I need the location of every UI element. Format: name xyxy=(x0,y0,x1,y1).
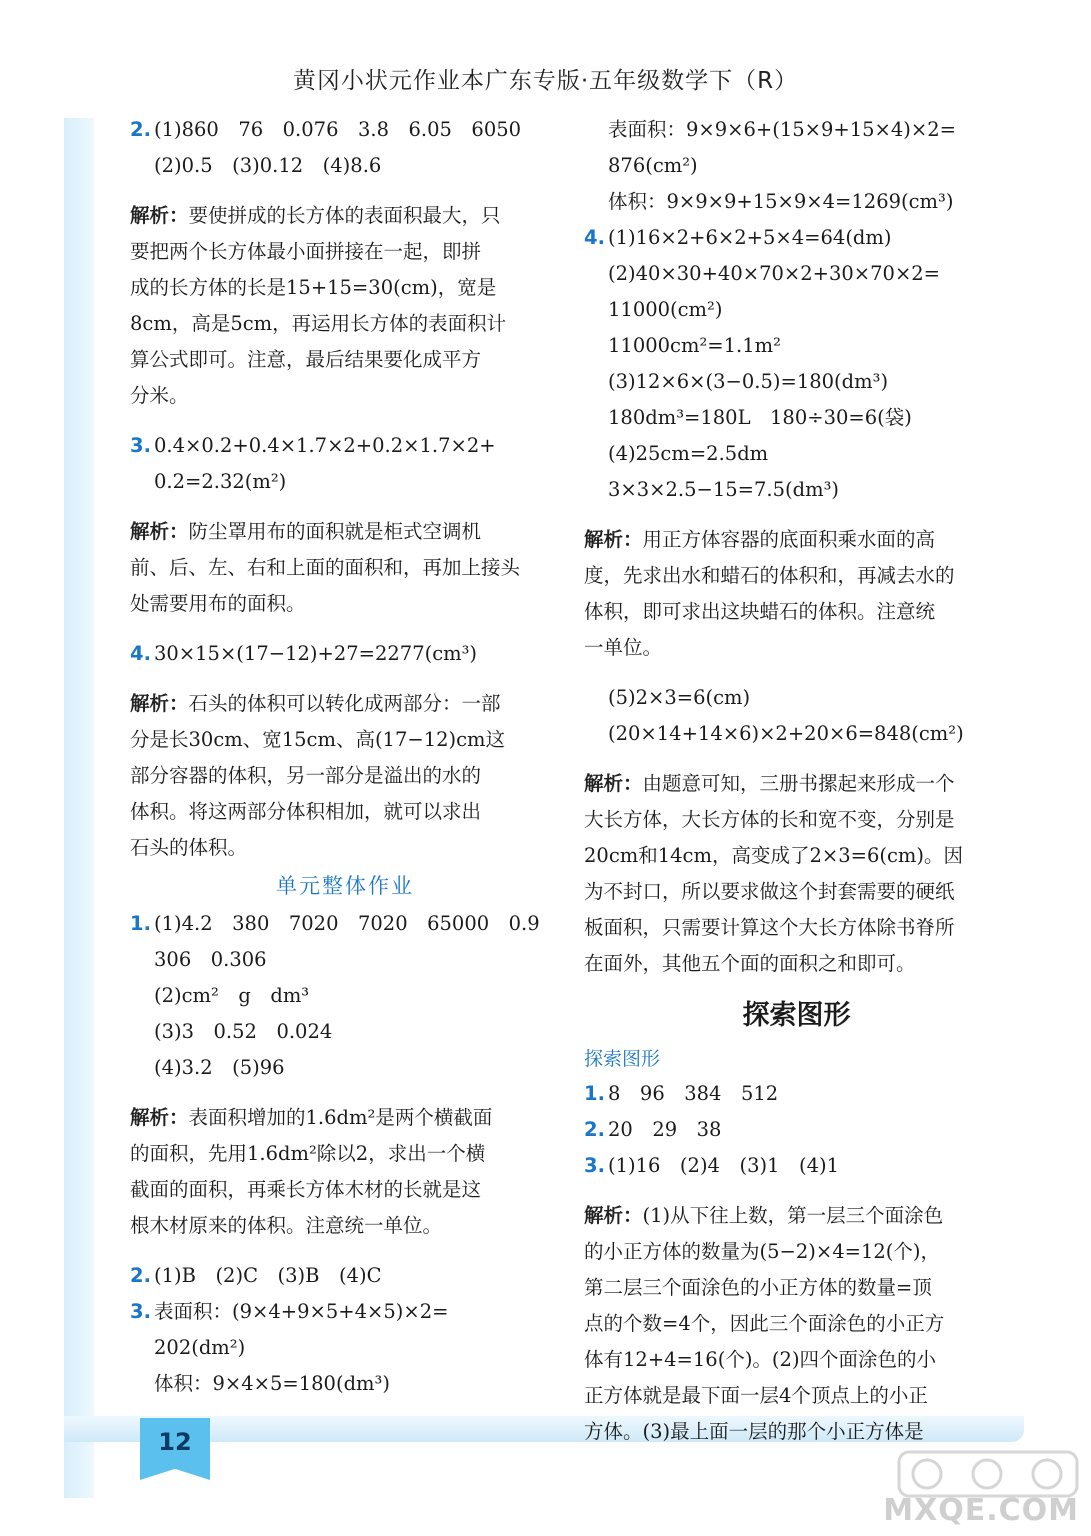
question-number: 2. xyxy=(584,1118,605,1141)
question-number: 2. xyxy=(130,1264,151,1287)
line-text: 石头的体积。 xyxy=(130,836,248,859)
line-text: (1)16 (2)4 (3)1 (4)1 xyxy=(608,1154,840,1177)
analysis-line xyxy=(130,514,560,550)
answer-line xyxy=(584,1414,1009,1450)
line-text: (2)40×30+40×70×2+30×70×2= xyxy=(608,262,941,285)
line-text: 截面的面积，再乘长方体木材的长就是这 xyxy=(130,1178,482,1201)
line-text: 表面积：9×9×6+(15×9+15×4)×2= xyxy=(608,118,956,141)
line-text: (5)2×3=6(cm) xyxy=(608,686,751,709)
question-number: 2. xyxy=(130,118,151,141)
left-column xyxy=(130,112,560,1402)
line-text: 8cm，高是5cm，再运用长方体的表面积计 xyxy=(130,312,507,335)
line-text: 202(dm²) xyxy=(154,1336,246,1359)
answer-line xyxy=(130,830,560,866)
line-text: (1)B (2)C (3)B (4)C xyxy=(154,1264,382,1287)
analysis-label: 解析： xyxy=(130,204,189,227)
answer-line xyxy=(584,874,1009,910)
line-text: 一单位。 xyxy=(584,636,663,659)
analysis-label: 解析： xyxy=(584,528,643,551)
line-text: 体积：9×4×5=180(dm³) xyxy=(154,1372,390,1395)
line-text: 11000cm²=1.1m² xyxy=(608,334,781,357)
line-text: 8 96 384 512 xyxy=(608,1082,779,1105)
analysis-label: 解析： xyxy=(130,1106,189,1129)
answer-line xyxy=(130,306,560,342)
line-text: (2)0.5 (3)0.12 (4)8.6 xyxy=(154,154,382,177)
line-text: 11000(cm²) xyxy=(608,298,723,321)
answer-line xyxy=(584,400,1009,436)
question-number: 3. xyxy=(584,1154,605,1177)
answer-line xyxy=(584,802,1009,838)
answer-line xyxy=(584,1076,1009,1112)
answer-line xyxy=(584,1306,1009,1342)
answer-line xyxy=(584,1270,1009,1306)
answer-line xyxy=(130,270,560,306)
left-accent-band xyxy=(64,118,94,1498)
question-number: 1. xyxy=(130,912,151,935)
page-number: 12 xyxy=(158,1428,192,1456)
watermark-text: MXQE.COM xyxy=(883,1493,1079,1528)
answer-line xyxy=(584,838,1009,874)
analysis-label: 解析： xyxy=(584,772,643,795)
answer-line xyxy=(130,1258,560,1294)
answer-line xyxy=(584,364,1009,400)
analysis-label: 解析： xyxy=(130,692,189,715)
answer-line xyxy=(584,328,1009,364)
question-number: 1. xyxy=(584,1082,605,1105)
analysis-line xyxy=(584,1198,1009,1234)
section-heading: 单元整体作业 xyxy=(276,874,414,898)
line-text: 表面积：(9×4+9×5+4×5)×2= xyxy=(154,1300,449,1323)
answer-line xyxy=(584,472,1009,508)
answer-line xyxy=(130,1014,560,1050)
line-text: 0.4×0.2+0.4×1.7×2+0.2×1.7×2+ xyxy=(154,434,496,457)
line-text: (2)cm² g dm³ xyxy=(154,984,310,1007)
answer-line xyxy=(584,256,1009,292)
answer-line xyxy=(130,906,560,942)
answer-line xyxy=(130,942,560,978)
answer-line xyxy=(584,436,1009,472)
answer-line xyxy=(130,636,560,672)
line-text: 体积：9×9×9+15×9×4=1269(cm³) xyxy=(608,190,954,213)
subsection-title: 探索图形 xyxy=(584,1048,661,1070)
line-text: 要使拼成的长方体的表面积最大，只 xyxy=(188,204,501,227)
line-text: (1)从下往上数，第一层三个面涂色 xyxy=(642,1204,944,1227)
right-column xyxy=(584,112,1009,1450)
answer-line xyxy=(130,1208,560,1244)
line-text: (20×14+14×6)×2+20×6=848(cm²) xyxy=(608,722,964,745)
analysis-line xyxy=(584,766,1009,802)
answer-line xyxy=(130,1366,560,1402)
line-text: 前、后、左、右和上面的面积和，再加上接头 xyxy=(130,556,521,579)
spacer xyxy=(584,752,1009,766)
answer-line xyxy=(130,234,560,270)
answer-line xyxy=(584,630,1009,666)
line-text: 180dm³=180L 180÷30=6(袋) xyxy=(608,406,912,429)
answer-line xyxy=(130,342,560,378)
analysis-line xyxy=(130,686,560,722)
analysis-line xyxy=(130,198,560,234)
line-text: (1)16×2+6×2+5×4=64(dm) xyxy=(608,226,892,249)
answer-line xyxy=(130,378,560,414)
answer-line xyxy=(130,1172,560,1208)
chapter-title: 探索图形 xyxy=(742,1000,851,1031)
line-text: 分米。 xyxy=(130,384,189,407)
answer-line xyxy=(584,148,1009,184)
answer-line xyxy=(584,220,1009,256)
line-text: (4)3.2 (5)96 xyxy=(154,1056,285,1079)
line-text: 处需要用布的面积。 xyxy=(130,592,306,615)
line-text: (3)12×6×(3−0.5)=180(dm³) xyxy=(608,370,889,393)
analysis-label: 解析： xyxy=(584,1204,643,1227)
spacer xyxy=(130,1086,560,1100)
answer-line xyxy=(130,464,560,500)
spacer xyxy=(130,414,560,428)
line-text: 3×3×2.5−15=7.5(dm³) xyxy=(608,478,840,501)
spacer xyxy=(584,1184,1009,1198)
line-text: 算公式即可。注意，最后结果要化成平方 xyxy=(130,348,482,371)
spacer xyxy=(130,622,560,636)
answer-line xyxy=(584,716,1009,752)
answer-line xyxy=(130,1330,560,1366)
answer-line xyxy=(584,1378,1009,1414)
line-text: 大长方体，大长方体的长和宽不变，分别是 xyxy=(584,808,955,831)
spacer xyxy=(130,184,560,198)
line-text: 20cm和14cm，高变成了2×3=6(cm)。因 xyxy=(584,844,963,867)
answer-line xyxy=(584,946,1009,982)
analysis-line xyxy=(130,1100,560,1136)
line-text: 分是长30cm、宽15cm、高(17−12)cm这 xyxy=(130,728,506,751)
answer-line xyxy=(584,292,1009,328)
line-text: 度，先求出水和蜡石的体积和，再减去水的 xyxy=(584,564,955,587)
line-text: 体积，即可求出这块蜡石的体积。注意统 xyxy=(584,600,936,623)
line-text: 方体。(3)最上面一层的那个小正方体是 xyxy=(584,1420,924,1443)
line-text: 的小正方体的数量为(5−2)×4=12(个)， xyxy=(584,1240,940,1263)
answer-line xyxy=(584,680,1009,716)
answer-line xyxy=(130,978,560,1014)
line-text: 正方体就是最下面一层4个顶点上的小正 xyxy=(584,1384,928,1407)
analysis-label: 解析： xyxy=(130,520,189,543)
line-text: 由题意可知，三册书摞起来形成一个 xyxy=(642,772,955,795)
line-text: (1)4.2 380 7020 7020 65000 0.9 xyxy=(154,912,540,935)
answer-line xyxy=(584,1342,1009,1378)
line-text: 第二层三个面涂色的小正方体的数量=顶 xyxy=(584,1276,932,1299)
line-text: 要把两个长方体最小面拼接在一起，即拼 xyxy=(130,240,482,263)
answer-line xyxy=(584,1112,1009,1148)
answer-line xyxy=(130,1294,560,1330)
answer-line xyxy=(130,1050,560,1086)
line-text: 部分容器的体积，另一部分是溢出的水的 xyxy=(130,764,482,787)
line-text: 根木材原来的体积。注意统一单位。 xyxy=(130,1214,443,1237)
line-text: (3)3 0.52 0.024 xyxy=(154,1020,333,1043)
question-number: 3. xyxy=(130,434,151,457)
answer-line xyxy=(584,558,1009,594)
spacer xyxy=(130,1244,560,1258)
answer-line xyxy=(130,428,560,464)
line-text: 0.2=2.32(m²) xyxy=(154,470,287,493)
line-text: (1)860 76 0.076 3.8 6.05 6050 xyxy=(154,118,522,141)
page-header: 黄冈小状元作业本广东专版·五年级数学下（R） xyxy=(292,68,799,94)
answer-line xyxy=(584,1148,1009,1184)
line-text: 成的长方体的长是15+15=30(cm)，宽是 xyxy=(130,276,497,299)
answer-line xyxy=(130,550,560,586)
answer-line xyxy=(584,112,1009,148)
line-text: 30×15×(17−12)+27=2277(cm³) xyxy=(154,642,478,665)
line-text: 石头的体积可以转化成两部分：一部 xyxy=(188,692,501,715)
line-text: 在面外，其他五个面的面积之和即可。 xyxy=(584,952,916,975)
line-text: 表面积增加的1.6dm²是两个横截面 xyxy=(188,1106,493,1129)
line-text: 体积。将这两部分体积相加，就可以求出 xyxy=(130,800,482,823)
answer-line xyxy=(584,1234,1009,1270)
answer-line xyxy=(130,722,560,758)
answer-line xyxy=(130,148,560,184)
line-text: (4)25cm=2.5dm xyxy=(608,442,769,465)
answer-line xyxy=(130,794,560,830)
line-text: 的面积，先用1.6dm²除以2，求出一个横 xyxy=(130,1142,486,1165)
answer-line xyxy=(130,758,560,794)
question-number: 4. xyxy=(130,642,151,665)
spacer xyxy=(130,500,560,514)
answer-line xyxy=(130,112,560,148)
answer-line xyxy=(584,594,1009,630)
question-number: 4. xyxy=(584,226,605,249)
spacer xyxy=(584,666,1009,680)
line-text: 20 29 38 xyxy=(608,1118,722,1141)
line-text: 板面积，只需要计算这个大长方体除书脊所 xyxy=(584,916,955,939)
line-text: 点的个数=4个，因此三个面涂色的小正方 xyxy=(584,1312,945,1335)
answer-line xyxy=(584,184,1009,220)
spacer xyxy=(130,672,560,686)
analysis-line xyxy=(584,522,1009,558)
line-text: 306 0.306 xyxy=(154,948,267,971)
answer-line xyxy=(130,586,560,622)
line-text: 体有12+4=16(个)。(2)四个面涂色的小 xyxy=(584,1348,937,1371)
answer-line xyxy=(584,910,1009,946)
question-number: 3. xyxy=(130,1300,151,1323)
line-text: 876(cm²) xyxy=(608,154,698,177)
line-text: 用正方体容器的底面积乘水面的高 xyxy=(642,528,936,551)
line-text: 防尘罩用布的面积就是柜式空调机 xyxy=(188,520,482,543)
spacer xyxy=(584,508,1009,522)
answer-line xyxy=(130,1136,560,1172)
line-text: 为不封口，所以要求做这个封套需要的硬纸 xyxy=(584,880,955,903)
